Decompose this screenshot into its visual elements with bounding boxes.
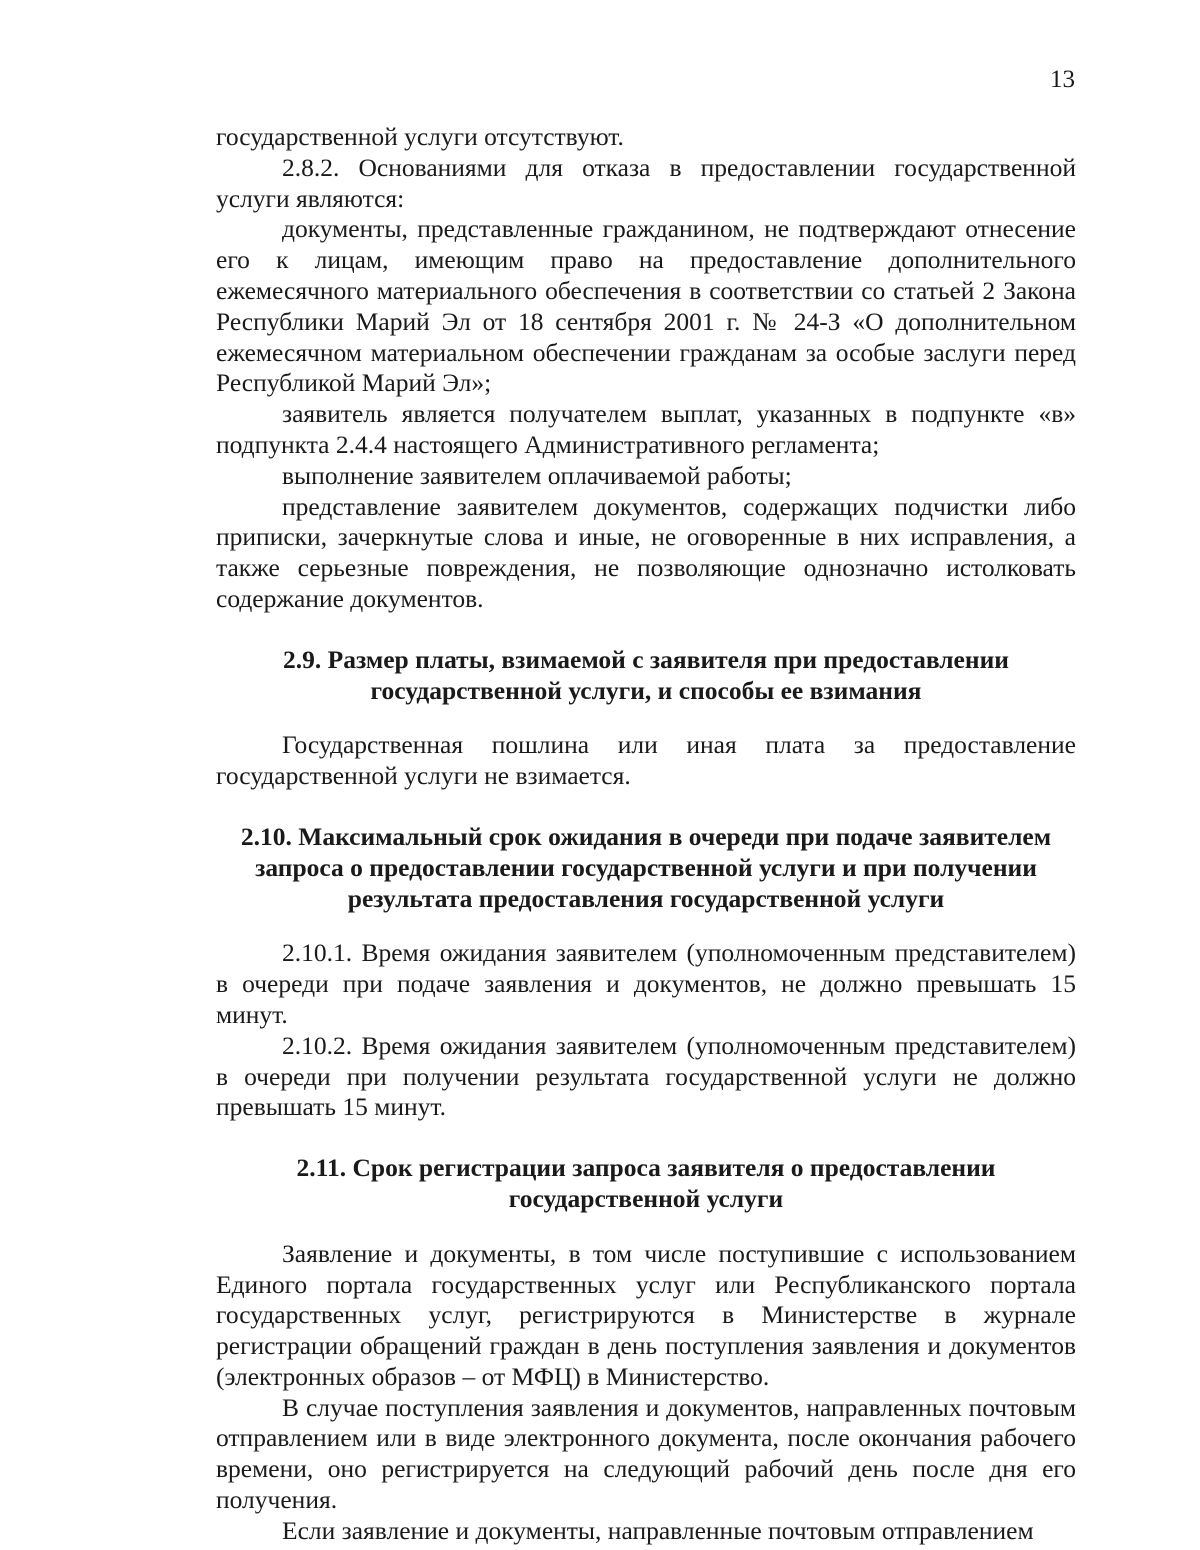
paragraph-fee: Государственная пошлина или иная плата за предоставление государственной услуги не взимается. — [216, 730, 1076, 791]
section-heading-2-9: 2.9. Размер платы, взимаемой с заявителя при предоставлении государственной услуги, и способы ее взимания — [283, 644, 1009, 705]
paragraph-2-8-2: 2.8.2. Основаниями для отказа в предоставлении государственной услуги являются: — [216, 152, 1076, 213]
page-number: 13 — [1050, 66, 1075, 93]
paragraph-refusal-reason-1: документы, представленные гражданином, не подтверждают отнесение его к лицам, имеющим право на предоставление дополнительного ежемесячного материального обеспечения в соответствии со статьей 2 Закона Республики Марий Эл от 18 сентября 2001 г. № 24-З «О дополнительном ежемесячном материальном обеспечении гражданам за особые заслуги перед Республикой Марий Эл»; — [216, 214, 1076, 398]
paragraph-2-10-1: 2.10.1. Время ожидания заявителем (уполномоченным представителем) в очереди при подаче заявления и документов, не должно превышать 15 минут. — [216, 938, 1076, 1029]
section-heading-2-11: 2.11. Срок регистрации запроса заявителя о предоставлении государственной услуги — [296, 1153, 996, 1213]
document-body — [216, 122, 1076, 1547]
paragraph-continuation: государственной услуги отсутствуют. — [216, 122, 624, 151]
paragraph-registration: Заявление и документы, в том числе поступившие с использованием Единого портала государственных услуг или Республиканского портала государственных услуг, регистрируются в Министерстве в журнале регистрации обращений граждан в день поступления заявления и документов (электронных образов – от МФЦ) в Министерство. — [216, 1238, 1076, 1391]
paragraph-refusal-reason-4: представление заявителем документов, содержащих подчистки либо приписки, зачеркнутые слова и иные, не оговоренные в них исправления, а также серьезные повреждения, не позволяющие однозначно истолковать содержание документов. — [216, 491, 1076, 613]
paragraph-refusal-reason-3: выполнение заявителем оплачиваемой работы; — [282, 460, 792, 490]
paragraph-refusal-reason-2: заявитель является получателем выплат, указанных в подпункте «в» подпункта 2.4.4 настоящего Административного регламента; — [216, 399, 1076, 459]
paragraph-after-hours: В случае поступления заявления и документов, направленных почтовым отправлением или в виде электронного документа, после окончания рабочего времени, оно регистрируется на следующий рабочий день после дня его получения. — [216, 1392, 1076, 1515]
section-heading-2-10: 2.10. Максимальный срок ожидания в очереди при подаче заявителем запроса о предоставлении государственной услуги и при получении результата предоставления государственной услуги — [240, 821, 1052, 913]
paragraph-2-10-2: 2.10.2. Время ожидания заявителем (уполномоченным представителем) в очереди при получении результата государственной услуги не должно превышать 15 минут. — [216, 1030, 1076, 1122]
paragraph-postal: Если заявление и документы, направленные почтовым отправлением — [282, 1515, 1034, 1545]
